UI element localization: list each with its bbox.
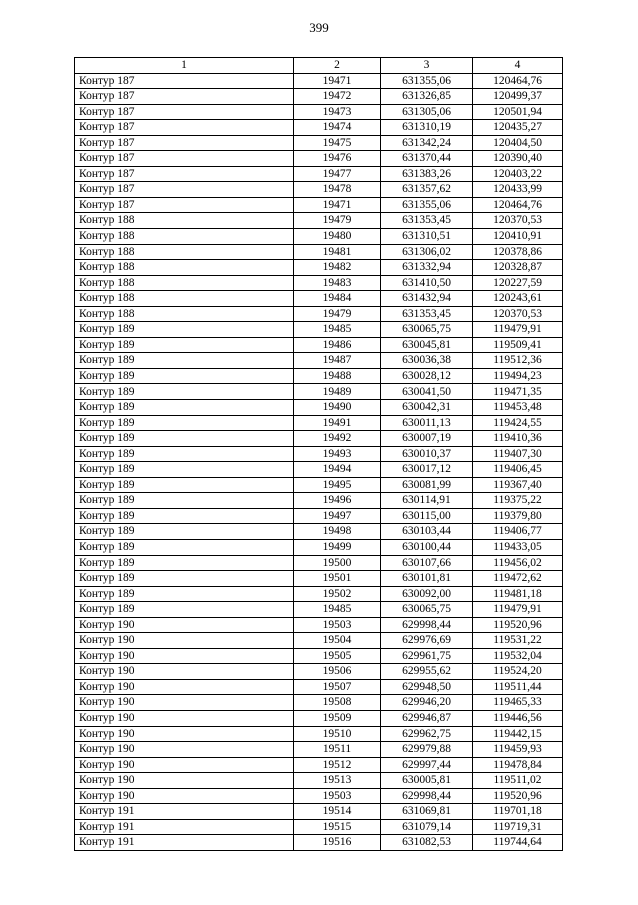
point-number-cell: 19471 — [294, 73, 381, 89]
contour-name-cell: Контур 187 — [75, 120, 294, 136]
contour-name-cell: Контур 190 — [75, 742, 294, 758]
x-coordinate-cell: 630041,50 — [381, 384, 473, 400]
x-coordinate-cell: 631355,06 — [381, 197, 473, 213]
y-coordinate-cell: 119511,44 — [473, 679, 563, 695]
contour-name-cell: Контур 189 — [75, 571, 294, 587]
point-number-cell: 19498 — [294, 524, 381, 540]
contour-name-cell: Контур 189 — [75, 400, 294, 416]
contour-name-cell: Контур 189 — [75, 493, 294, 509]
y-coordinate-cell: 119520,96 — [473, 788, 563, 804]
point-number-cell: 19488 — [294, 368, 381, 384]
table-row — [75, 493, 563, 509]
y-coordinate-cell: 119511,02 — [473, 773, 563, 789]
table-row — [75, 368, 563, 384]
point-number-cell: 19479 — [294, 213, 381, 229]
contour-name-cell: Контур 191 — [75, 819, 294, 835]
contour-name-cell: Контур 187 — [75, 151, 294, 167]
y-coordinate-cell: 119471,35 — [473, 384, 563, 400]
table-row — [75, 322, 563, 338]
y-coordinate-cell: 120378,86 — [473, 244, 563, 260]
contour-name-cell: Контур 189 — [75, 539, 294, 555]
point-number-cell: 19497 — [294, 508, 381, 524]
point-number-cell: 19478 — [294, 182, 381, 198]
x-coordinate-cell: 631342,24 — [381, 135, 473, 151]
x-coordinate-cell: 631357,62 — [381, 182, 473, 198]
contour-name-cell: Контур 188 — [75, 244, 294, 260]
header-col-1: 1 — [75, 58, 294, 74]
table-row — [75, 710, 563, 726]
x-coordinate-cell: 631079,14 — [381, 819, 473, 835]
table-row — [75, 788, 563, 804]
contour-name-cell: Контур 189 — [75, 337, 294, 353]
table-row — [75, 648, 563, 664]
x-coordinate-cell: 629997,44 — [381, 757, 473, 773]
point-number-cell: 19483 — [294, 275, 381, 291]
y-coordinate-cell: 119494,23 — [473, 368, 563, 384]
y-coordinate-cell: 120464,76 — [473, 73, 563, 89]
contour-name-cell: Контур 190 — [75, 788, 294, 804]
table-row — [75, 151, 563, 167]
contour-name-cell: Контур 189 — [75, 446, 294, 462]
table-row — [75, 555, 563, 571]
contour-name-cell: Контур 189 — [75, 555, 294, 571]
point-number-cell: 19480 — [294, 229, 381, 245]
contour-name-cell: Контур 187 — [75, 135, 294, 151]
table-row — [75, 742, 563, 758]
contour-name-cell: Контур 187 — [75, 73, 294, 89]
x-coordinate-cell: 630081,99 — [381, 477, 473, 493]
point-number-cell: 19495 — [294, 477, 381, 493]
y-coordinate-cell: 120370,53 — [473, 306, 563, 322]
y-coordinate-cell: 119532,04 — [473, 648, 563, 664]
header-col-3: 3 — [381, 58, 473, 74]
point-number-cell: 19500 — [294, 555, 381, 571]
point-number-cell: 19509 — [294, 710, 381, 726]
contour-name-cell: Контур 189 — [75, 384, 294, 400]
y-coordinate-cell: 119433,05 — [473, 539, 563, 555]
table-row — [75, 633, 563, 649]
x-coordinate-cell: 630045,81 — [381, 337, 473, 353]
point-number-cell: 19473 — [294, 104, 381, 120]
x-coordinate-cell: 631306,02 — [381, 244, 473, 260]
x-coordinate-cell: 630005,81 — [381, 773, 473, 789]
point-number-cell: 19503 — [294, 617, 381, 633]
table-row — [75, 291, 563, 307]
point-number-cell: 19504 — [294, 633, 381, 649]
x-coordinate-cell: 629976,69 — [381, 633, 473, 649]
y-coordinate-cell: 119379,80 — [473, 508, 563, 524]
point-number-cell: 19496 — [294, 493, 381, 509]
x-coordinate-cell: 630036,38 — [381, 353, 473, 369]
table-row — [75, 260, 563, 276]
table-header — [75, 58, 563, 74]
point-number-cell: 19485 — [294, 602, 381, 618]
contour-name-cell: Контур 190 — [75, 695, 294, 711]
point-number-cell: 19489 — [294, 384, 381, 400]
x-coordinate-cell: 631383,26 — [381, 166, 473, 182]
y-coordinate-cell: 119478,84 — [473, 757, 563, 773]
point-number-cell: 19503 — [294, 788, 381, 804]
x-coordinate-cell: 631305,06 — [381, 104, 473, 120]
table-row — [75, 477, 563, 493]
point-number-cell: 19510 — [294, 726, 381, 742]
table-row — [75, 213, 563, 229]
y-coordinate-cell: 120410,91 — [473, 229, 563, 245]
contour-name-cell: Контур 188 — [75, 291, 294, 307]
x-coordinate-cell: 630107,66 — [381, 555, 473, 571]
y-coordinate-cell: 119524,20 — [473, 664, 563, 680]
x-coordinate-cell: 630010,37 — [381, 446, 473, 462]
x-coordinate-cell: 631310,19 — [381, 120, 473, 136]
contour-name-cell: Контур 189 — [75, 586, 294, 602]
point-number-cell: 19508 — [294, 695, 381, 711]
y-coordinate-cell: 120464,76 — [473, 197, 563, 213]
x-coordinate-cell: 629961,75 — [381, 648, 473, 664]
contour-name-cell: Контур 188 — [75, 229, 294, 245]
table-row — [75, 229, 563, 245]
table-row — [75, 384, 563, 400]
point-number-cell: 19492 — [294, 431, 381, 447]
point-number-cell: 19486 — [294, 337, 381, 353]
y-coordinate-cell: 119520,96 — [473, 617, 563, 633]
y-coordinate-cell: 119424,55 — [473, 415, 563, 431]
x-coordinate-cell: 630115,00 — [381, 508, 473, 524]
y-coordinate-cell: 119406,45 — [473, 462, 563, 478]
table-row — [75, 726, 563, 742]
contour-name-cell: Контур 190 — [75, 773, 294, 789]
y-coordinate-cell: 119531,22 — [473, 633, 563, 649]
contour-name-cell: Контур 190 — [75, 617, 294, 633]
table-row — [75, 244, 563, 260]
table-row — [75, 586, 563, 602]
x-coordinate-cell: 630114,91 — [381, 493, 473, 509]
header-col-2: 2 — [294, 58, 381, 74]
point-number-cell: 19506 — [294, 664, 381, 680]
y-coordinate-cell: 120501,94 — [473, 104, 563, 120]
contour-name-cell: Контур 188 — [75, 306, 294, 322]
coordinates-table — [74, 57, 563, 851]
point-number-cell: 19516 — [294, 835, 381, 851]
table-row — [75, 431, 563, 447]
table-row — [75, 679, 563, 695]
table-row — [75, 120, 563, 136]
contour-name-cell: Контур 190 — [75, 664, 294, 680]
contour-name-cell: Контур 189 — [75, 322, 294, 338]
point-number-cell: 19472 — [294, 89, 381, 105]
table-row — [75, 617, 563, 633]
y-coordinate-cell: 119509,41 — [473, 337, 563, 353]
contour-name-cell: Контур 187 — [75, 182, 294, 198]
y-coordinate-cell: 120390,40 — [473, 151, 563, 167]
contour-name-cell: Контур 189 — [75, 602, 294, 618]
table-row — [75, 166, 563, 182]
table-row — [75, 462, 563, 478]
x-coordinate-cell: 631370,44 — [381, 151, 473, 167]
contour-name-cell: Контур 189 — [75, 431, 294, 447]
contour-name-cell: Контур 189 — [75, 415, 294, 431]
y-coordinate-cell: 119442,15 — [473, 726, 563, 742]
contour-name-cell: Контур 190 — [75, 648, 294, 664]
table-row — [75, 104, 563, 120]
x-coordinate-cell: 630028,12 — [381, 368, 473, 384]
x-coordinate-cell: 629948,50 — [381, 679, 473, 695]
table-row — [75, 275, 563, 291]
y-coordinate-cell: 119479,91 — [473, 602, 563, 618]
point-number-cell: 19491 — [294, 415, 381, 431]
table-row — [75, 89, 563, 105]
y-coordinate-cell: 119701,18 — [473, 804, 563, 820]
x-coordinate-cell: 631069,81 — [381, 804, 473, 820]
y-coordinate-cell: 120328,87 — [473, 260, 563, 276]
y-coordinate-cell: 119512,36 — [473, 353, 563, 369]
point-number-cell: 19505 — [294, 648, 381, 664]
y-coordinate-cell: 119410,36 — [473, 431, 563, 447]
contour-name-cell: Контур 189 — [75, 353, 294, 369]
table-row — [75, 182, 563, 198]
contour-name-cell: Контур 190 — [75, 633, 294, 649]
point-number-cell: 19484 — [294, 291, 381, 307]
x-coordinate-cell: 631410,50 — [381, 275, 473, 291]
point-number-cell: 19481 — [294, 244, 381, 260]
x-coordinate-cell: 630007,19 — [381, 431, 473, 447]
contour-name-cell: Контур 189 — [75, 508, 294, 524]
x-coordinate-cell: 630100,44 — [381, 539, 473, 555]
x-coordinate-cell: 631082,53 — [381, 835, 473, 851]
y-coordinate-cell: 119465,33 — [473, 695, 563, 711]
table-row — [75, 539, 563, 555]
x-coordinate-cell: 630092,00 — [381, 586, 473, 602]
table-row — [75, 757, 563, 773]
x-coordinate-cell: 631355,06 — [381, 73, 473, 89]
y-coordinate-cell: 119459,93 — [473, 742, 563, 758]
table-row — [75, 353, 563, 369]
y-coordinate-cell: 119407,30 — [473, 446, 563, 462]
point-number-cell: 19475 — [294, 135, 381, 151]
point-number-cell: 19477 — [294, 166, 381, 182]
page-number: 399 — [309, 20, 329, 35]
table-row — [75, 197, 563, 213]
contour-name-cell: Контур 189 — [75, 462, 294, 478]
point-number-cell: 19471 — [294, 197, 381, 213]
x-coordinate-cell: 629946,20 — [381, 695, 473, 711]
point-number-cell: 19512 — [294, 757, 381, 773]
y-coordinate-cell: 119453,48 — [473, 400, 563, 416]
contour-name-cell: Контур 187 — [75, 104, 294, 120]
point-number-cell: 19502 — [294, 586, 381, 602]
table-row — [75, 508, 563, 524]
table-row — [75, 337, 563, 353]
contour-name-cell: Контур 191 — [75, 804, 294, 820]
y-coordinate-cell: 119481,18 — [473, 586, 563, 602]
y-coordinate-cell: 119479,91 — [473, 322, 563, 338]
table-row — [75, 400, 563, 416]
contour-name-cell: Контур 190 — [75, 726, 294, 742]
y-coordinate-cell: 119375,22 — [473, 493, 563, 509]
point-number-cell: 19493 — [294, 446, 381, 462]
contour-name-cell: Контур 189 — [75, 368, 294, 384]
table-row — [75, 835, 563, 851]
point-number-cell: 19487 — [294, 353, 381, 369]
point-number-cell: 19511 — [294, 742, 381, 758]
point-number-cell: 19514 — [294, 804, 381, 820]
x-coordinate-cell: 630011,13 — [381, 415, 473, 431]
x-coordinate-cell: 630042,31 — [381, 400, 473, 416]
table-row — [75, 446, 563, 462]
header-row — [75, 58, 563, 74]
y-coordinate-cell: 120403,22 — [473, 166, 563, 182]
y-coordinate-cell: 119367,40 — [473, 477, 563, 493]
table-row — [75, 804, 563, 820]
y-coordinate-cell: 119446,56 — [473, 710, 563, 726]
header-col-4: 4 — [473, 58, 563, 74]
x-coordinate-cell: 630103,44 — [381, 524, 473, 540]
x-coordinate-cell: 630065,75 — [381, 602, 473, 618]
y-coordinate-cell: 120404,50 — [473, 135, 563, 151]
y-coordinate-cell: 120499,37 — [473, 89, 563, 105]
point-number-cell: 19501 — [294, 571, 381, 587]
x-coordinate-cell: 629962,75 — [381, 726, 473, 742]
y-coordinate-cell: 120433,99 — [473, 182, 563, 198]
point-number-cell: 19482 — [294, 260, 381, 276]
x-coordinate-cell: 629955,62 — [381, 664, 473, 680]
point-number-cell: 19485 — [294, 322, 381, 338]
point-number-cell: 19513 — [294, 773, 381, 789]
contour-name-cell: Контур 188 — [75, 260, 294, 276]
table-row — [75, 135, 563, 151]
contour-name-cell: Контур 191 — [75, 835, 294, 851]
contour-name-cell: Контур 190 — [75, 679, 294, 695]
point-number-cell: 19494 — [294, 462, 381, 478]
point-number-cell: 19490 — [294, 400, 381, 416]
point-number-cell: 19515 — [294, 819, 381, 835]
point-number-cell: 19474 — [294, 120, 381, 136]
y-coordinate-cell: 120243,61 — [473, 291, 563, 307]
table-row — [75, 695, 563, 711]
contour-name-cell: Контур 187 — [75, 89, 294, 105]
table-row — [75, 415, 563, 431]
contour-name-cell: Контур 189 — [75, 477, 294, 493]
x-coordinate-cell: 631326,85 — [381, 89, 473, 105]
table-row — [75, 571, 563, 587]
y-coordinate-cell: 119719,31 — [473, 819, 563, 835]
y-coordinate-cell: 120227,59 — [473, 275, 563, 291]
x-coordinate-cell: 629998,44 — [381, 617, 473, 633]
table-row — [75, 306, 563, 322]
point-number-cell: 19499 — [294, 539, 381, 555]
x-coordinate-cell: 631332,94 — [381, 260, 473, 276]
table-row — [75, 773, 563, 789]
table-row — [75, 819, 563, 835]
x-coordinate-cell: 631353,45 — [381, 306, 473, 322]
table-row — [75, 73, 563, 89]
x-coordinate-cell: 631353,45 — [381, 213, 473, 229]
point-number-cell: 19507 — [294, 679, 381, 695]
contour-name-cell: Контур 188 — [75, 275, 294, 291]
x-coordinate-cell: 631310,51 — [381, 229, 473, 245]
contour-name-cell: Контур 187 — [75, 197, 294, 213]
y-coordinate-cell: 119744,64 — [473, 835, 563, 851]
point-number-cell: 19479 — [294, 306, 381, 322]
contour-name-cell: Контур 187 — [75, 166, 294, 182]
y-coordinate-cell: 120370,53 — [473, 213, 563, 229]
point-number-cell: 19476 — [294, 151, 381, 167]
x-coordinate-cell: 629946,87 — [381, 710, 473, 726]
y-coordinate-cell: 119406,77 — [473, 524, 563, 540]
y-coordinate-cell: 119456,02 — [473, 555, 563, 571]
x-coordinate-cell: 630101,81 — [381, 571, 473, 587]
table-row — [75, 664, 563, 680]
x-coordinate-cell: 629998,44 — [381, 788, 473, 804]
y-coordinate-cell: 119472,62 — [473, 571, 563, 587]
x-coordinate-cell: 629979,88 — [381, 742, 473, 758]
table-row — [75, 524, 563, 540]
contour-name-cell: Контур 190 — [75, 757, 294, 773]
x-coordinate-cell: 630065,75 — [381, 322, 473, 338]
y-coordinate-cell: 120435,27 — [473, 120, 563, 136]
contour-name-cell: Контур 188 — [75, 213, 294, 229]
contour-name-cell: Контур 189 — [75, 524, 294, 540]
contour-name-cell: Контур 190 — [75, 710, 294, 726]
x-coordinate-cell: 630017,12 — [381, 462, 473, 478]
x-coordinate-cell: 631432,94 — [381, 291, 473, 307]
table-body — [75, 73, 563, 850]
table-row — [75, 602, 563, 618]
